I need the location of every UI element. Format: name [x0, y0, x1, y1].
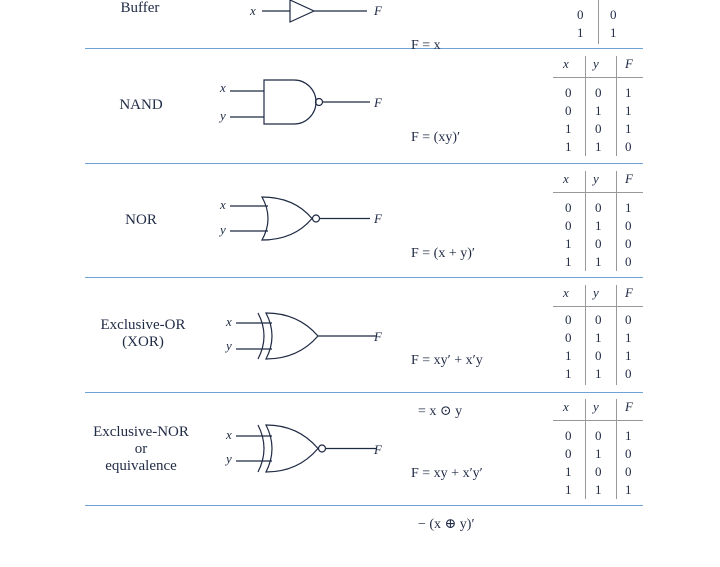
gate-name: Exclusive-NOR or equivalence — [93, 424, 189, 474]
truth-table: x y F 0 0 1 0 1 1 1 0 1 1 1 0 — [553, 56, 643, 156]
output-label-f: F — [374, 211, 382, 226]
row-separator — [85, 277, 643, 278]
formula: F = (x + y)′ — [411, 246, 475, 261]
nand-gate-symbol — [230, 78, 370, 128]
truth-table: x y F 0 0 1 0 1 0 1 0 0 1 1 1 — [553, 399, 643, 499]
buffer-gate-symbol — [262, 0, 372, 25]
gate-name: Exclusive-OR (XOR) — [100, 317, 186, 350]
input-label-y: y — [220, 222, 226, 237]
truth-table: x y F 0 0 0 0 1 1 1 0 1 1 1 0 — [553, 285, 643, 385]
row-separator — [85, 505, 643, 506]
input-label-y: y — [226, 338, 232, 353]
input-label-y: y — [220, 108, 226, 123]
row-separator — [85, 48, 643, 49]
input-label-y: y — [226, 451, 232, 466]
input-label-x: x — [250, 3, 256, 18]
truth-table: 0 0 1 1 — [553, 0, 643, 44]
output-label-f: F — [374, 95, 382, 110]
input-label-x: x — [220, 80, 226, 95]
input-label-x: x — [226, 314, 232, 329]
xor-gate-symbol — [236, 313, 376, 363]
gate-name: NAND — [119, 97, 163, 113]
formula: F = xy′ + x′y = x ⊙ y — [411, 353, 483, 419]
gate-name: NOR — [125, 212, 157, 228]
input-label-x: x — [226, 427, 232, 442]
input-label-x: x — [220, 197, 226, 212]
output-label-f: F — [374, 442, 382, 457]
formula: F = x — [411, 38, 441, 53]
row-separator — [85, 392, 643, 393]
output-label-f: F — [374, 3, 382, 18]
xnor-gate-symbol — [236, 425, 376, 475]
nor-gate-symbol — [230, 195, 370, 245]
gate-name: Buffer — [120, 0, 160, 16]
truth-table: x y F 0 0 1 0 1 0 1 0 0 1 1 0 — [553, 171, 643, 271]
formula: F = (xy)′ — [411, 130, 461, 145]
row-separator — [85, 163, 643, 164]
formula: F = xy + x′y′ − (x ⊕ y)′ — [411, 466, 483, 532]
output-label-f: F — [374, 329, 382, 344]
